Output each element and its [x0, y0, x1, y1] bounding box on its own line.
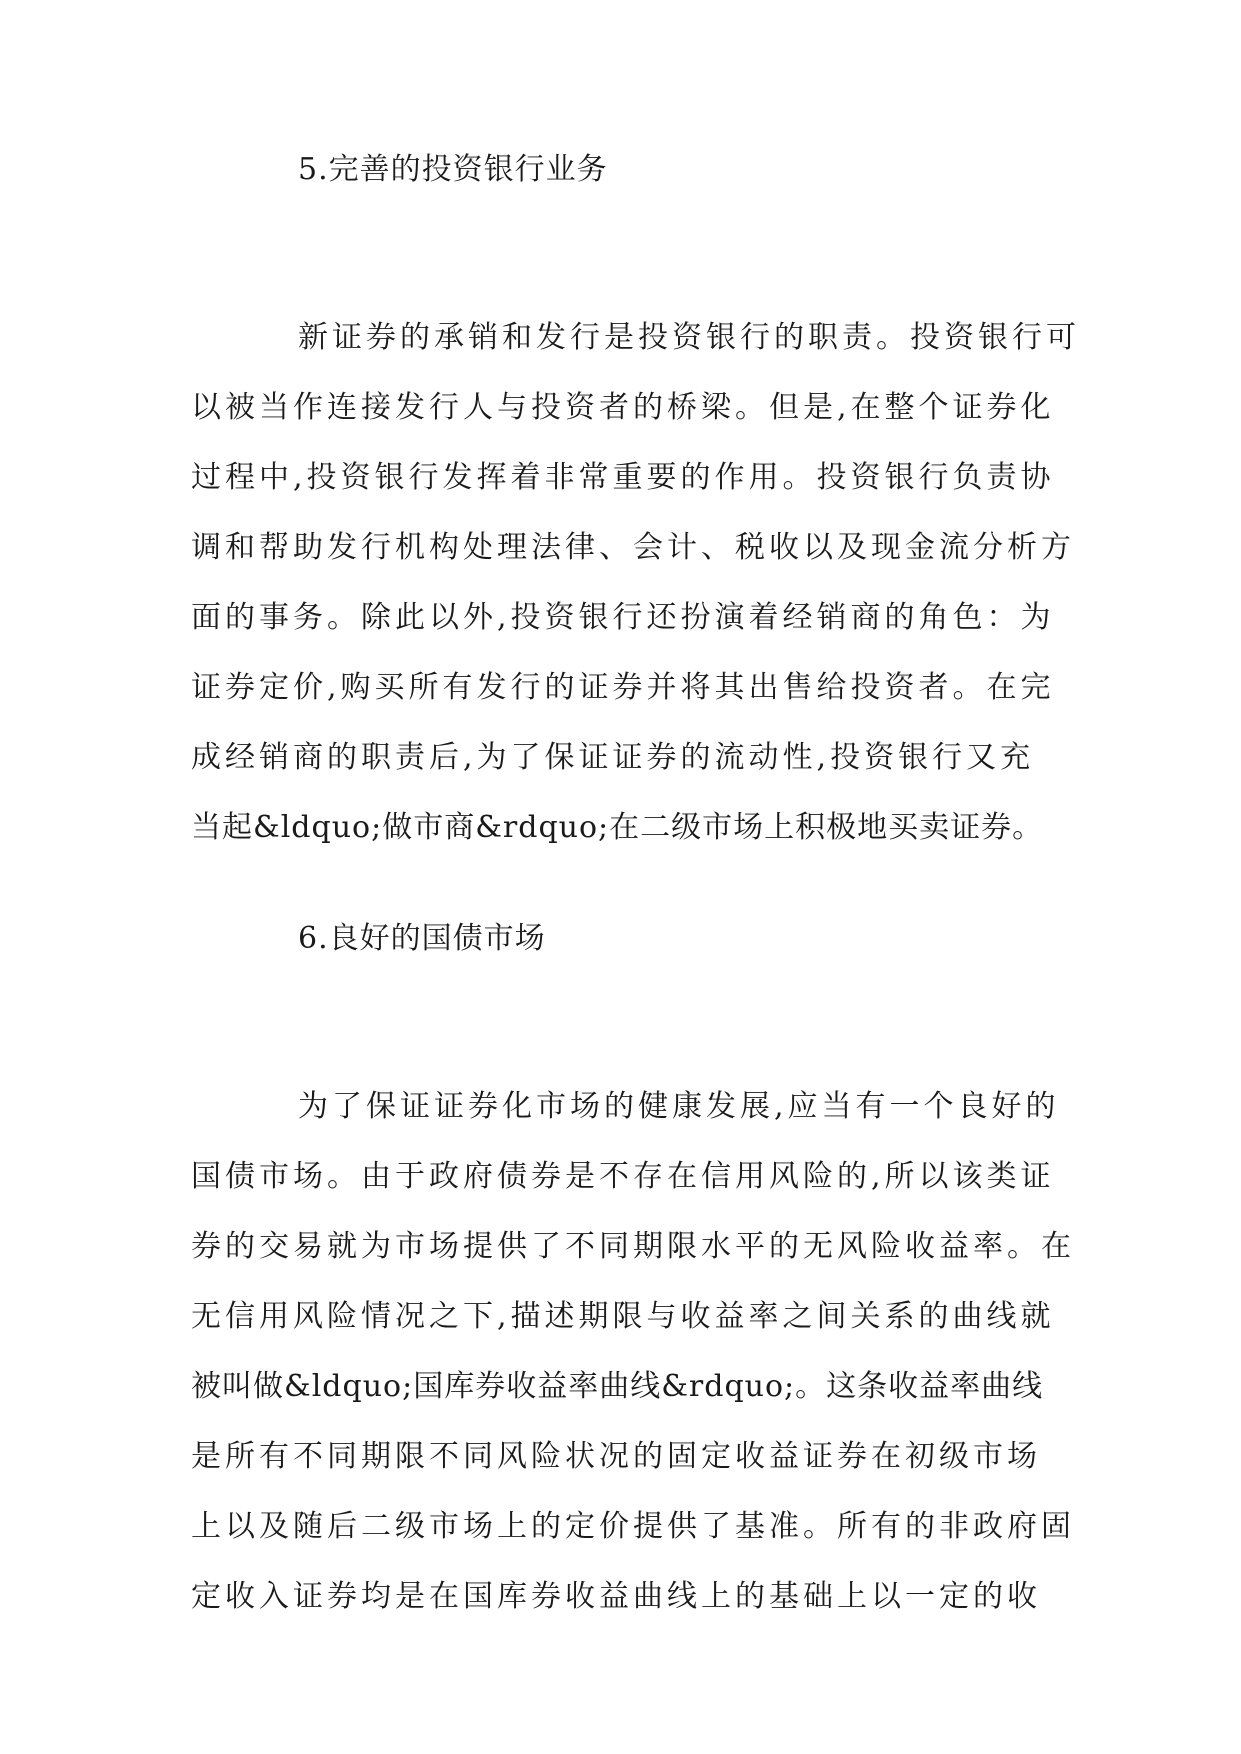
paragraph-line: 当起&ldquo;做市商&rdquo;在二级市场上积极地买卖证券。: [191, 810, 1044, 845]
paragraph-line: 为了保证证券化市场的健康发展,应当有一个良好的: [298, 1089, 1060, 1124]
paragraph-line: 过程中,投资银行发挥着非常重要的作用。投资银行负责协: [191, 460, 1055, 495]
paragraph-line: 上以及随后二级市场上的定价提供了基准。所有的非政府固: [191, 1509, 1075, 1544]
paragraph-line: 券的交易就为市场提供了不同期限水平的无风险收益率。在: [191, 1229, 1075, 1264]
paragraph-line: 以被当作连接发行人与投资者的桥梁。但是,在整个证券化: [191, 390, 1055, 425]
paragraph-line: 国债市场。由于政府债券是不存在信用风险的,所以该类证: [191, 1159, 1055, 1194]
paragraph-line: 新证券的承销和发行是投资银行的职责。投资银行可: [298, 320, 1080, 355]
paragraph-line: 被叫做&ldquo;国库券收益率曲线&rdquo;。这条收益率曲线: [191, 1369, 1044, 1404]
paragraph-line: 无信用风险情况之下,描述期限与收益率之间关系的曲线就: [191, 1299, 1055, 1334]
section-6-heading: 6.良好的国债市场: [298, 921, 546, 956]
section-5-heading: 5.完善的投资银行业务: [298, 152, 608, 187]
paragraph-line: 成经销商的职责后,为了保证证券的流动性,投资银行又充: [191, 740, 1035, 775]
paragraph-line: 是所有不同期限不同风险状况的固定收益证券在初级市场: [191, 1439, 1041, 1474]
paragraph-line: 面的事务。除此以外,投资银行还扮演着经销商的角色：为: [191, 600, 1055, 635]
paragraph-line: 证券定价,购买所有发行的证券并将其出售给投资者。在完: [191, 670, 1055, 705]
paragraph-line: 定收入证券均是在国库券收益曲线上的基础上以一定的收: [191, 1579, 1041, 1614]
paragraph-line: 调和帮助发行机构处理法律、会计、税收以及现金流分析方: [191, 530, 1075, 565]
